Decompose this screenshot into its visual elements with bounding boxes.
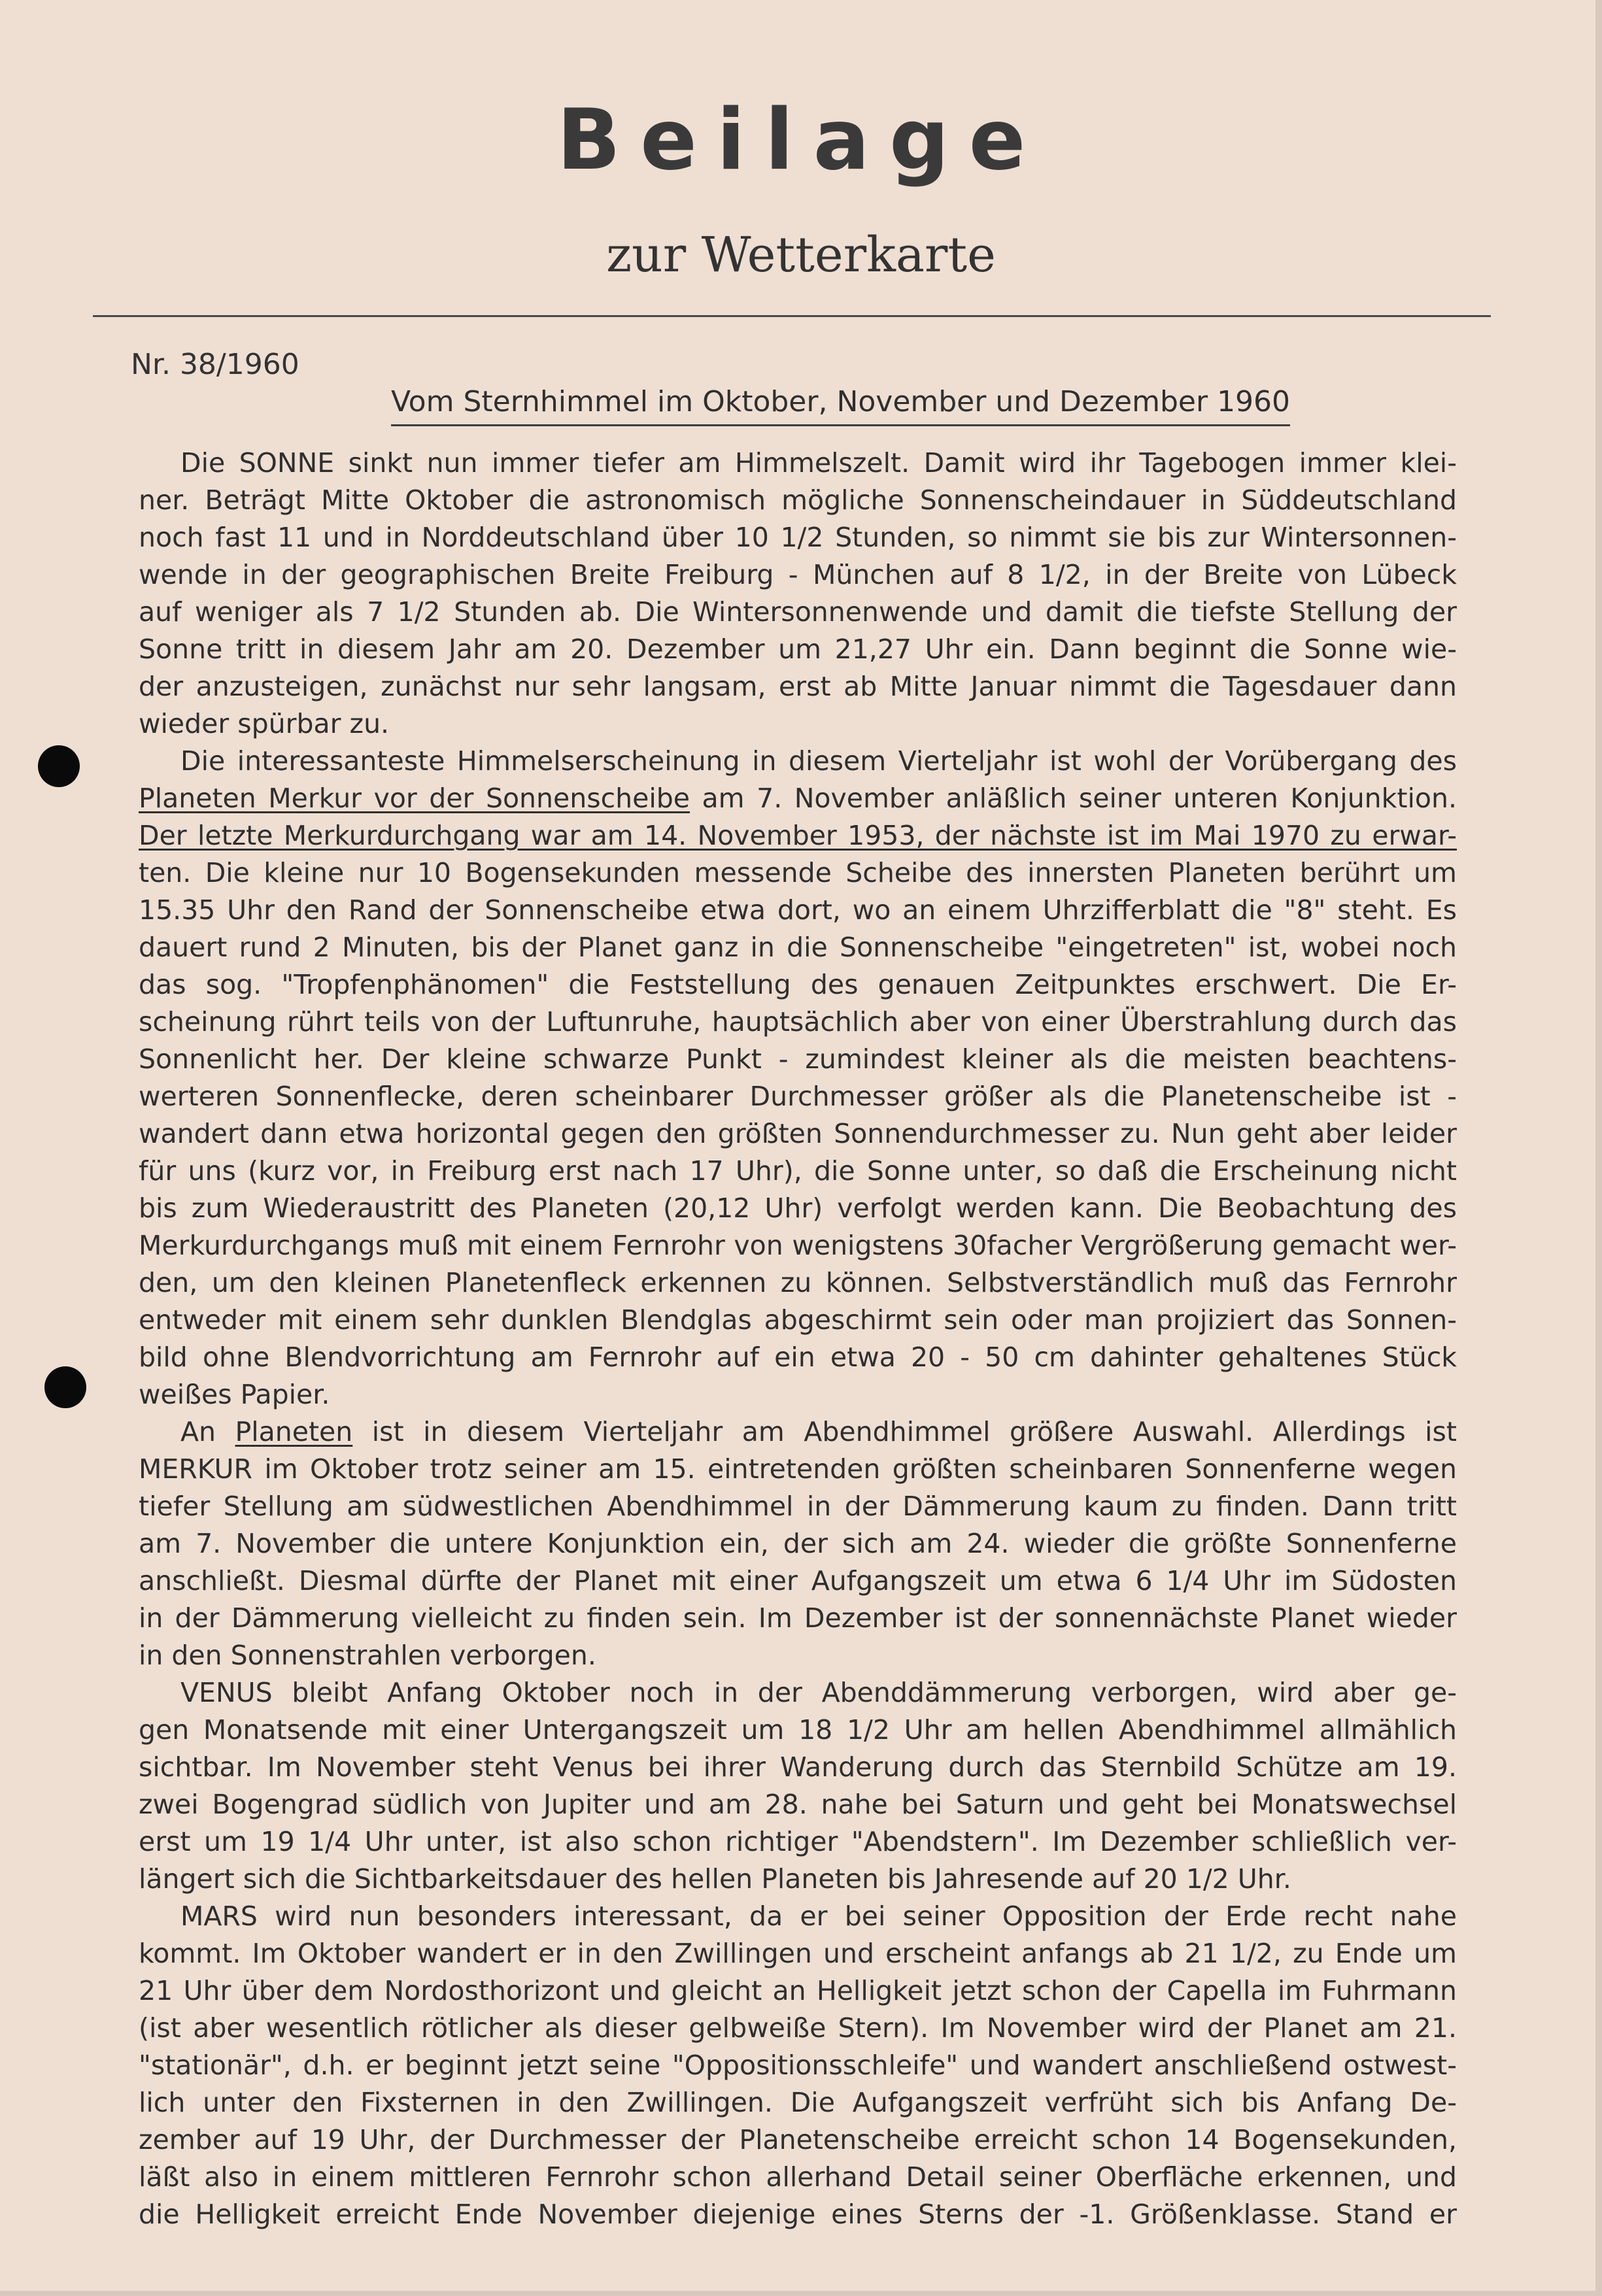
text-line: kommt. Im Oktober wandert er in den Zwillingen und erscheint anfangs ab 21 1/2, zu Ende um	[139, 1938, 1457, 1969]
text-line: Merkurdurchgangs muß mit einem Fernrohr von wenigstens 30facher Vergrößerung gemacht wer-	[139, 1230, 1457, 1261]
text-line: MERKUR im Oktober trotz seiner am 15. eintretenden größten scheinbaren Sonnenferne wegen	[139, 1453, 1457, 1485]
punch-hole-lower	[44, 1366, 86, 1408]
text-line: Sonnenlicht her. Der kleine schwarze Punkt - zumindest kleiner als die meisten beachtens-	[139, 1043, 1457, 1075]
text-line: "stationär", d.h. er beginnt jetzt seine "Oppositionsschleife" und wandert anschließend ostwest-	[139, 2050, 1457, 2081]
text-line: ten. Die kleine nur 10 Bogensekunden messende Scheibe des innersten Planeten berührt um	[139, 857, 1457, 888]
text-line: weißes Papier.	[139, 1379, 330, 1410]
text-line: erst um 19 1/4 Uhr unter, ist also schon richtiger "Abendstern". Im Dezember schließlich ver-	[139, 1826, 1457, 1857]
text-line: 21 Uhr über dem Nordosthorizont und gleicht an Helligkeit jetzt schon der Capella im Fuhrmann	[139, 1975, 1457, 2006]
header-divider	[93, 315, 1491, 317]
masthead-title: Beilage	[556, 92, 1046, 189]
article-title: Vom Sternhimmel im Oktober, November und Dezember 1960	[391, 382, 1290, 426]
text-line: für uns (kurz vor, in Freiburg erst nach 17 Uhr), die Sonne unter, so daß die Erscheinung nicht	[139, 1155, 1457, 1187]
text-line: gen Monatsende mit einer Untergangszeit um 18 1/2 Uhr am hellen Abendhimmel allmählich	[139, 1714, 1457, 1746]
text-line: lich unter den Fixsternen in den Zwillingen. Die Aufgangszeit verfrüht sich bis Anfang De-	[139, 2087, 1457, 2118]
text-line: werteren Sonnenflecke, deren scheinbarer Durchmesser größer als die Planetenscheibe ist -	[139, 1081, 1457, 1112]
text-line: sichtbar. Im November steht Venus bei ihrer Wanderung durch das Sternbild Schütze am 19.	[139, 1751, 1457, 1783]
text-line: Der letzte Merkurdurchgang war am 14. November 1953, der nächste ist im Mai 1970 zu erwar-	[139, 820, 1457, 851]
text-line	[139, 1413, 1457, 1451]
text-fragment: am 7. November anläßlich seiner unteren Konjunktion.	[689, 783, 1457, 814]
text-line: der anzusteigen, zunächst nur sehr langsam, erst ab Mitte Januar nimmt die Tagesdauer dann	[139, 671, 1457, 702]
text-fragment: An	[180, 1416, 235, 1447]
article-body	[139, 445, 1457, 2233]
text-line: entweder mit einem sehr dunklen Blendglas abgeschirmt sein oder man projiziert das Sonnen-	[139, 1304, 1457, 1336]
text-line: in den Sonnenstrahlen verborgen.	[139, 1640, 596, 1671]
page-edge-bottom	[0, 2291, 1602, 2296]
text-line: zember auf 19 Uhr, der Durchmesser der Planetenscheibe erreicht schon 14 Bogensekunden,	[139, 2124, 1457, 2155]
text-fragment: ist in diesem Vierteljahr am Abendhimmel größere Auswahl. Allerdings ist	[352, 1416, 1457, 1447]
text-line: noch fast 11 und in Norddeutschland über 10 1/2 Stunden, so nimmt sie bis zur Wintersonnen-	[139, 522, 1457, 553]
masthead-subtitle: zur Wetterkarte	[606, 227, 996, 283]
text-line	[139, 780, 1457, 817]
text-line: bild ohne Blendvorrichtung am Fernrohr auf ein etwa 20 - 50 cm dahinter gehaltenes Stück	[139, 1342, 1457, 1373]
text-line: längert sich die Sichtbarkeitsdauer des hellen Planeten bis Jahresende auf 20 1/2 Uhr.	[139, 1863, 1291, 1895]
issue-number: Nr. 38/1960	[131, 348, 299, 381]
text-line: tiefer Stellung am südwestlichen Abendhimmel in der Dämmerung kaum zu finden. Dann tritt	[139, 1491, 1457, 1522]
text-line: ner. Beträgt Mitte Oktober die astronomisch mögliche Sonnenscheindauer in Süddeutschland	[139, 484, 1457, 516]
text-line: das sog. "Tropfenphänomen" die Feststellung des genauen Zeitpunktes erschwert. Die Er-	[139, 969, 1457, 1000]
text-line: den, um den kleinen Planetenfleck erkennen zu können. Selbstverständlich muß das Fernrohr	[139, 1267, 1457, 1298]
text-line: dauert rund 2 Minuten, bis der Planet ganz in die Sonnenscheibe "eingetreten" ist, wobei noch	[139, 932, 1457, 963]
text-line: die Helligkeit erreicht Ende November diejenige eines Sterns der -1. Größenklasse. Stand er	[139, 2199, 1457, 2230]
text-line: läßt also in einem mittleren Fernrohr schon allerhand Detail seiner Oberfläche erkennen, und	[139, 2161, 1457, 2193]
text-line: Sonne tritt in diesem Jahr am 20. Dezember um 21,27 Uhr ein. Dann beginnt die Sonne wie-	[139, 633, 1457, 665]
page-edge-right	[1595, 0, 1602, 2296]
text-line: bis zum Wiederaustritt des Planeten (20,12 Uhr) verfolgt werden kann. Die Beobachtung des	[139, 1192, 1457, 1224]
text-line: (ist aber wesentlich rötlicher als dieser gelbweiße Stern). Im November wird der Planet am 21.	[139, 2012, 1457, 2044]
text-line: in der Dämmerung vielleicht zu finden sein. Im Dezember ist der sonnennächste Planet wieder	[139, 1602, 1457, 1634]
text-line: wende in der geographischen Breite Freiburg - München auf 8 1/2, in der Breite von Lübeck	[139, 559, 1457, 590]
punch-hole-upper	[38, 745, 80, 787]
text-line: zwei Bogengrad südlich von Jupiter und am 28. nahe bei Saturn und geht bei Monatswechsel	[139, 1789, 1457, 1820]
text-line: VENUS bleibt Anfang Oktober noch in der Abenddämmerung verborgen, wird aber ge-	[180, 1677, 1457, 1708]
text-line: scheinung rührt teils von der Luftunruhe, hauptsächlich aber von einer Überstrahlung durch das	[139, 1006, 1457, 1038]
text-line: wandert dann etwa horizontal gegen den größten Sonnendurchmesser zu. Nun geht aber leider	[139, 1118, 1457, 1149]
text-line: MARS wird nun besonders interessant, da er bei seiner Opposition der Erde recht nahe	[180, 1900, 1457, 1932]
underlined-phrase: Planeten Merkur vor der Sonnenscheibe	[139, 783, 690, 814]
text-line: Die SONNE sinkt nun immer tiefer am Himmelszelt. Damit wird ihr Tagebogen immer klei-	[180, 447, 1457, 479]
text-line: 15.35 Uhr den Rand der Sonnenscheibe etwa dort, wo an einem Uhrzifferblatt die "8" steht. Es	[139, 894, 1457, 926]
text-line: wieder spürbar zu.	[139, 708, 390, 739]
text-line: am 7. November die untere Konjunktion ein, der sich am 24. wieder die größte Sonnenferne	[139, 1528, 1457, 1559]
underlined-phrase: Planeten	[235, 1416, 353, 1447]
text-line: auf weniger als 7 1/2 Stunden ab. Die Wintersonnenwende und damit die tiefste Stellung der	[139, 596, 1457, 628]
text-line: anschließt. Diesmal dürfte der Planet mit einer Aufgangszeit um etwa 6 1/4 Uhr im Südosten	[139, 1565, 1457, 1596]
text-line: Die interessanteste Himmelserscheinung in diesem Vierteljahr ist wohl der Vorübergang des	[180, 745, 1457, 777]
